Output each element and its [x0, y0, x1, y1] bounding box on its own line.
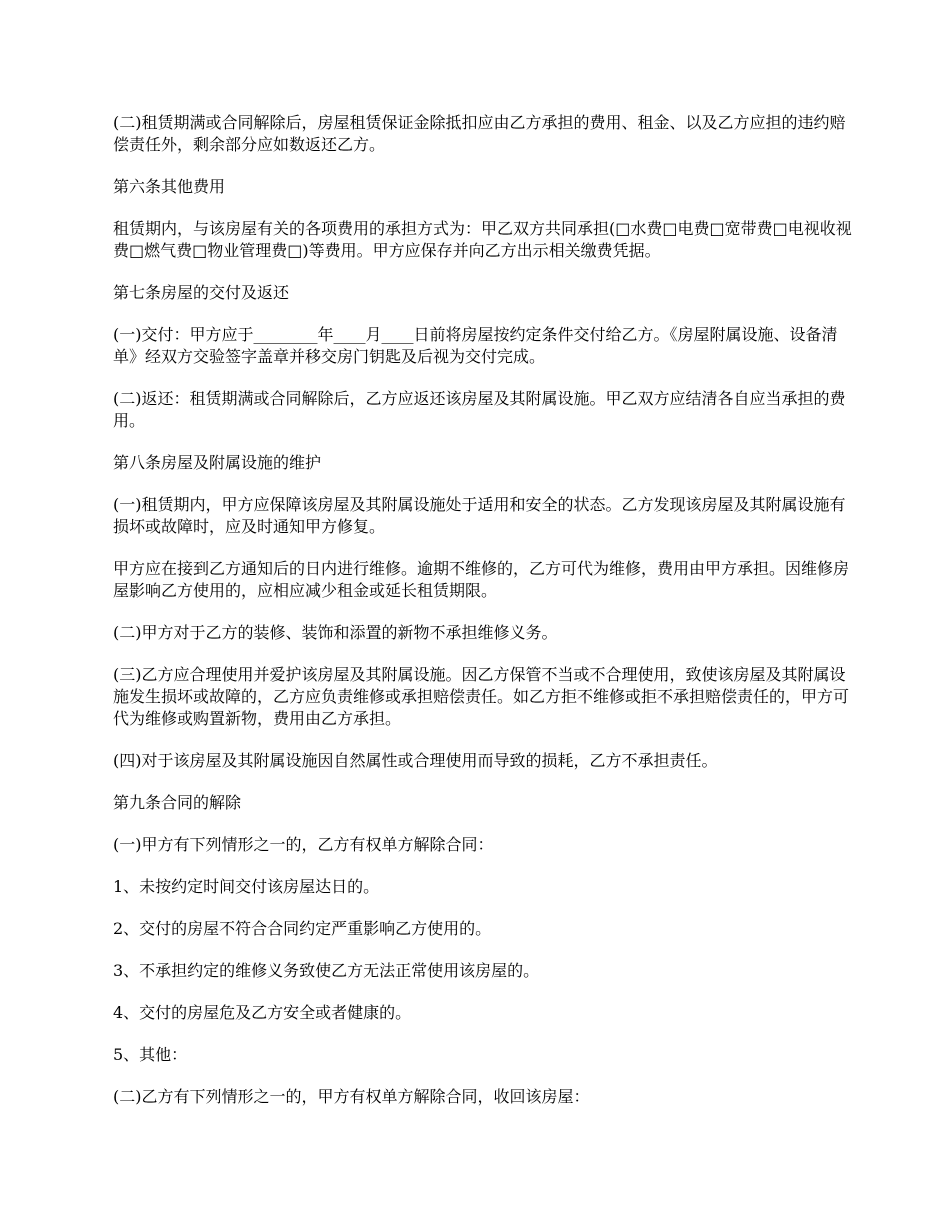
- list-item-3: 3、不承担约定的维修义务致使乙方无法正常使用该房屋的。: [113, 961, 540, 980]
- paragraph-maintenance-4: (四)对于该房屋及其附属设施因自然属性或合理使用而导致的损耗，乙方不承担责任。: [113, 751, 718, 770]
- list-item-5: 5、其他：: [113, 1045, 188, 1064]
- heading-article-9: 第九条合同的解除: [113, 793, 242, 812]
- paragraph-maintenance-1: (一)租赁期内，甲方应保障该房屋及其附属设施处于适用和安全的状态。乙方发现该房屋及其附属设施有损坏或故障时，应及时通知甲方修复。: [113, 495, 846, 536]
- heading-article-6: 第六条其他费用: [113, 177, 226, 196]
- list-item-4: 4、交付的房屋危及乙方安全或者健康的。: [113, 1003, 412, 1022]
- paragraph-maintenance-2: (二)甲方对于乙方的装修、装饰和添置的新物不承担维修义务。: [113, 623, 558, 642]
- paragraph-termination-landlord-right: (二)乙方有下列情形之一的，甲方有权单方解除合同，收回该房屋：: [113, 1087, 590, 1106]
- list-item-1: 1、未按约定时间交付该房屋达日的。: [113, 877, 380, 896]
- paragraph-other-fees: 租赁期内，与该房屋有关的各项费用的承担方式为：甲乙双方共同承担(□水费□电费□宽带费□电视收视费□燃气费□物业管理费□)等费用。甲方应保存并向乙方出示相关缴费凭据。: [113, 219, 852, 260]
- paragraph-delivery: (一)交付：甲方应于________年____月____日前将房屋按约定条件交付给乙方。《房屋附属设施、设备清单》经双方交验签字盖章并移交房门钥匙及后视为交付完成。: [113, 325, 838, 366]
- paragraph-termination-tenant-right: (一)甲方有下列情形之一的，乙方有权单方解除合同：: [113, 835, 494, 854]
- heading-article-8: 第八条房屋及附属设施的维护: [113, 453, 322, 472]
- list-item-2: 2、交付的房屋不符合合同约定严重影响乙方使用的。: [113, 919, 492, 938]
- paragraph-deposit-return: (二)租赁期满或合同解除后，房屋租赁保证金除抵扣应由乙方承担的费用、租金、以及乙方应担的违约赔偿责任外，剩余部分应如数返还乙方。: [113, 113, 846, 154]
- paragraph-maintenance-deadline: 甲方应在接到乙方通知后的日内进行维修。逾期不维修的，乙方可代为维修，费用由甲方承担。因维修房屋影响乙方使用的，应相应减少租金或延长租赁期限。: [113, 559, 850, 600]
- document-page: [113, 112, 853, 1128]
- paragraph-return: (二)返还：租赁期满或合同解除后，乙方应返还该房屋及其附属设施。甲乙双方应结清各自应当承担的费用。: [113, 389, 846, 430]
- paragraph-maintenance-3: (三)乙方应合理使用并爱护该房屋及其附属设施。因乙方保管不当或不合理使用，致使该房屋及其附属设施发生损坏或故障的，乙方应负责维修或承担赔偿责任。如乙方拒不维修或拒不承担赔偿责任的，甲方可代为维修或购置新物，费用由乙方承担。: [113, 665, 850, 728]
- heading-article-7: 第七条房屋的交付及返还: [113, 283, 290, 302]
